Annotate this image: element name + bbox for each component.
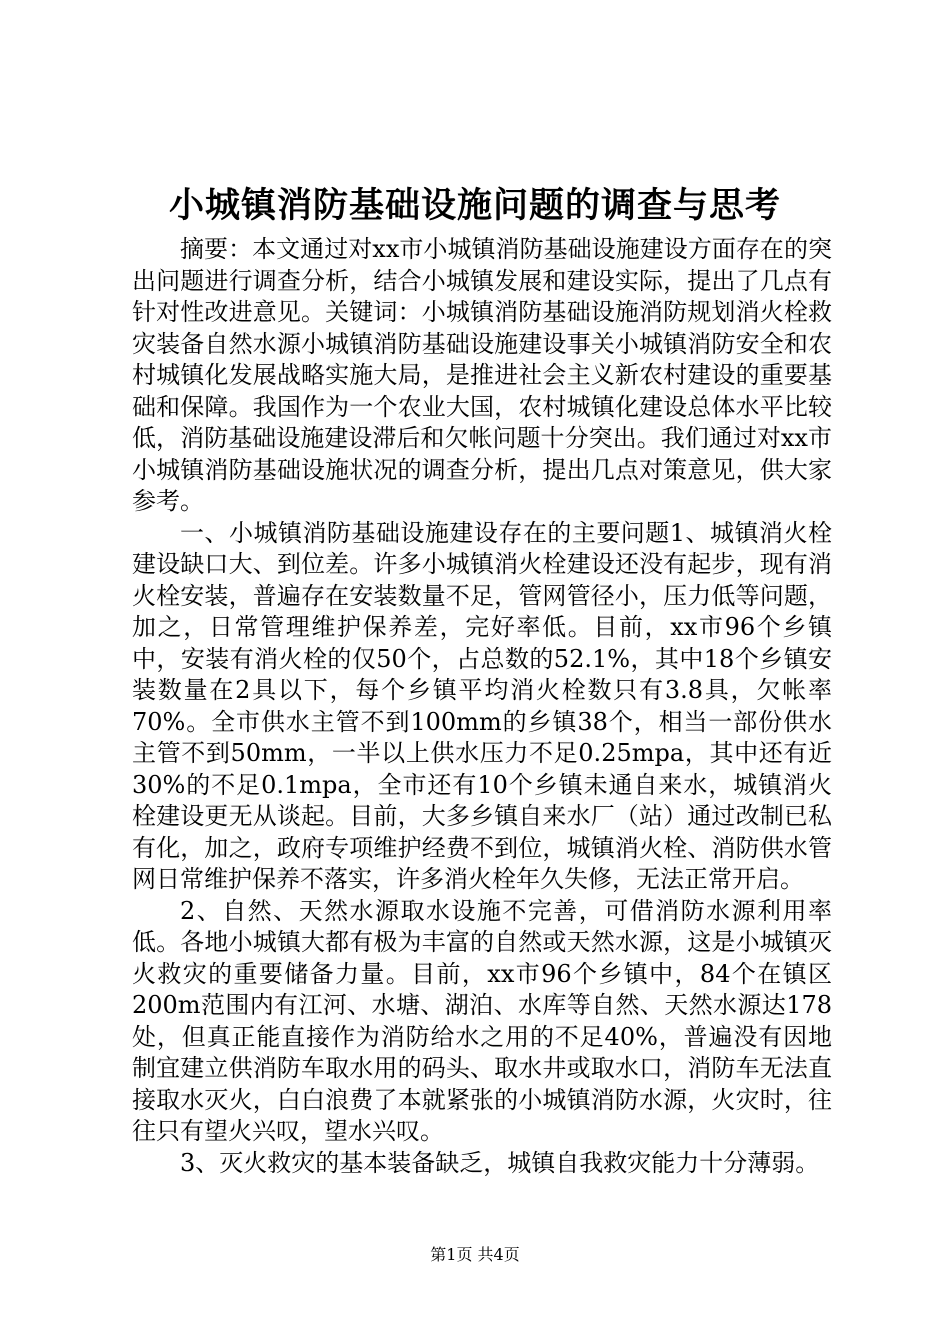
document-title: 小城镇消防基础设施问题的调查与思考 xyxy=(168,185,781,226)
paragraph-section-1: 一、小城镇消防基础设施建设存在的主要问题1、城镇消火栓建设缺口大、到位差。许多小城镇消火栓建设还没有起步，现有消火栓安装，普遍存在安装数量不足，管网管径小，压力低等问题，加之，日常管理维护保养差，完好率低。目前，xx市96个乡镇中，安装有消火栓的仅50个，占总数的52.1%，其中18个乡镇安装数量在2具以下，每个乡镇平均消火栓数只有3.8具，欠帐率70%。全市供水主管不到100mm的乡镇38个，相当一部份供水主管不到50mm，一半以上供水压力不足0.25mpa，其中还有近30%的不足0.1mpa，全市还有10个乡镇未通自来水，城镇消火栓建设更无从谈起。目前，大多乡镇自来水厂（站）通过改制已私有化，加之，政府专项维护经费不到位，城镇消火栓、消防供水管网日常维护保养不落实，许多消火栓年久失修，无法正常开启。 xyxy=(132,518,832,893)
page-number: 第1页 共4页 xyxy=(430,1245,520,1264)
paragraph-abstract: 摘要：本文通过对xx市小城镇消防基础设施建设方面存在的突出问题进行调查分析，结合小城镇发展和建设实际，提出了几点有针对性改进意见。关键词：小城镇消防基础设施消防规划消火栓救灾装备自然水源小城镇消防基础设施建设事关小城镇消防安全和农村城镇化发展战略实施大局，是推进社会主义新农村建设的重要基础和保障。我国作为一个农业大国，农村城镇化建设总体水平比较低，消防基础设施建设滞后和欠帐问题十分突出。我们通过对xx市小城镇消防基础设施状况的调查分析，提出几点对策意见，供大家参考。 xyxy=(132,235,832,515)
paragraph-section-3: 3、灭火救灾的基本装备缺乏，城镇自我救灾能力十分薄弱。 xyxy=(180,1148,820,1177)
document-body xyxy=(132,234,832,1179)
paragraph-section-2: 2、自然、天然水源取水设施不完善，可借消防水源利用率低。各地小城镇大都有极为丰富的自然或天然水源，这是小城镇灭火救灾的重要储备力量。目前，xx市96个乡镇中，84个在镇区200m范围内有江河、水塘、湖泊、水库等自然、天然水源达178处，但真正能直接作为消防给水之用的不足40%，普遍没有因地制宜建立供消防车取水用的码头、取水井或取水口，消防车无法直接取水灭火，白白浪费了本就紧张的小城镇消防水源，火灾时，往往只有望火兴叹，望水兴叹。 xyxy=(132,896,832,1145)
page-footer xyxy=(0,1244,950,1266)
